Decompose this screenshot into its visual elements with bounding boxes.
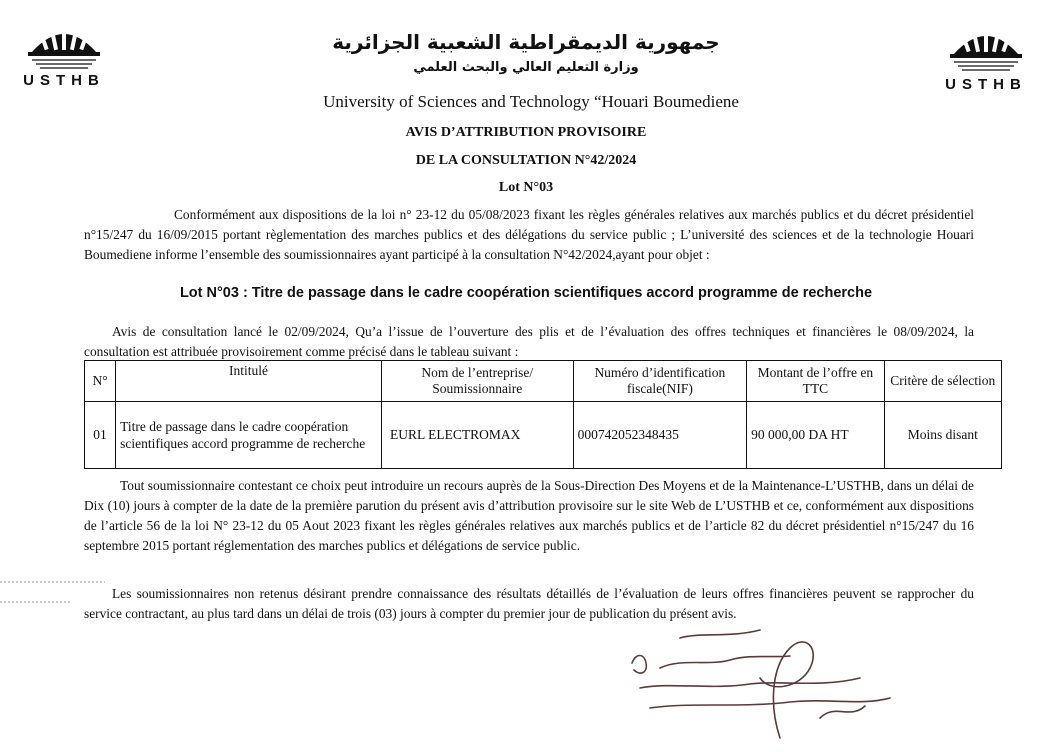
cell-no: 01 [85,402,116,469]
arabic-ministry-title: وزارة التعليم العالي والبحث العلمي [413,60,639,75]
lot-object: Lot N°03 : Titre de passage dans le cadre coopération scientifiques accord programme de recherche [179,285,873,301]
header-nif: Numéro d’identification fiscale(NIF) [573,361,747,402]
table-header-row [85,361,1002,402]
cell-company: EURL ELECTROMAX [381,402,573,469]
consultation-paragraph: Avis de consultation lancé le 02/09/2024, Qu’a l’issue de l’ouverture des plis et de l’évaluation des offres techniques et financières le 08/09/2024, la consultation est attribuée provisoirement comme précisé dans le tableau suivant : [84,324,974,359]
table-row [85,402,1002,469]
appeal-paragraph: Tout soumissionnaire contestant ce choix peut introduire un recours auprès de la Sous-Direction Des Moyens et de la Maintenance-L’USTHB, dans un délai de Dix (10) jours à compter de la date de la première parution du présent avis d’attribution provisoire sur le site Web de L’USTHB et ce, conformément aux dispositions de l’article 56 de la loi N° 23-12 du 05 Aout 2023 fixant les règles générales relatives aux marchés publics et de l’article 82 du décret présidentiel n°15/247 du 16 septembre 2015 portant réglementation des marches publics et délégations de service public. [84,478,974,553]
lot-number: Lot N°03 [498,180,554,195]
logo-text: USTHB [23,72,105,89]
cell-amount: 90 000,00 DA HT [747,402,884,469]
header-no: N° [85,361,116,402]
cell-intitule: Titre de passage dans le cadre coopération scientifiques accord programme de recherche [116,402,382,469]
header-company: Nom de l’entreprise/ Soumissionnaire [381,361,573,402]
attribution-table [84,360,1002,469]
university-name: University of Sciences and Technology “Houari Boumediene [323,92,739,111]
cell-nif: 000742052348435 [573,402,747,469]
intro-paragraph: Conformément aux dispositions de la loi n° 23-12 du 05/08/2023 fixant les règles générales relatives aux marchés publics et du décret présidentiel n°15/247 du 16/09/2015 portant règlementation des marches publics et des délégations du service public ; L’université des sciences et de la technologie Houari Boumediene informe l’ensemble des soumissionnaires ayant participé à la consultation N°42/2024,ayant pour objet : [84,207,974,262]
notice-title: AVIS D’ATTRIBUTION PROVISOIRE [405,125,647,140]
cell-criterion: Moins disant [884,402,1001,469]
header-intitule: Intitulé [116,361,382,402]
arabic-republic-title: جمهورية الديمقراطية الشعبية الجزائرية [332,30,720,54]
signature-icon [620,608,920,748]
header-criterion: Critère de sélection [884,361,1001,402]
header-amount: Montant de l’offre en TTC [747,361,884,402]
logo-text: USTHB [945,76,1027,93]
results-paragraph: Les soumissionnaires non retenus désirant prendre connaissance des résultats détaillés de l’évaluation de leurs offres financières peuvent se rapprocher du service contractant, au plus tard dans un délai de trois (03) jours à compter du premier jour de publication du présent avis. [84,586,974,621]
consultation-number: DE LA CONSULTATION N°42/2024 [415,153,637,168]
